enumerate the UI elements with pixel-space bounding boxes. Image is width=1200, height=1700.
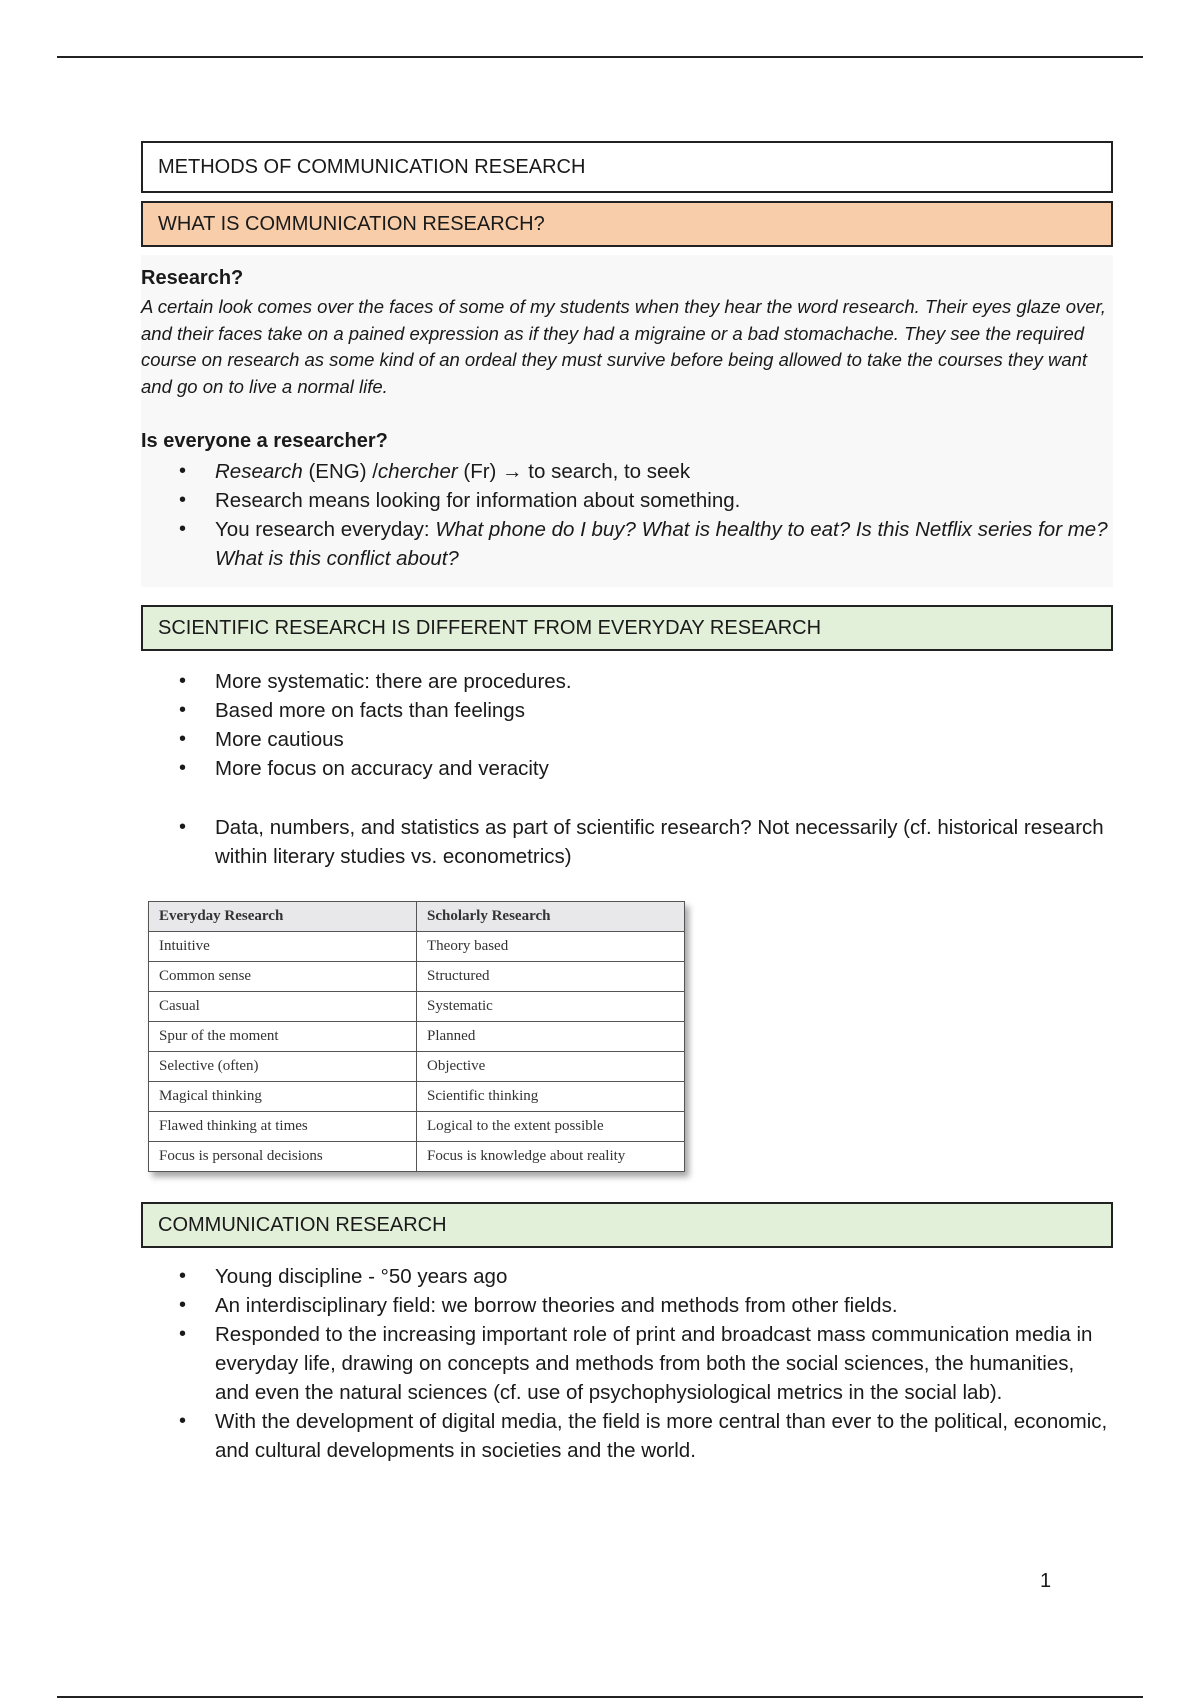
- table-row: [149, 1052, 685, 1082]
- list-item: • Responded to the increasing important role of print and broadcast mass communication media in everyday life, drawing on concepts and methods from both the social sciences, the humanities, and even the natural sciences (cf. use of psychophysiological metrics in the social lab).: [141, 1320, 1113, 1407]
- list-item: • Research (ENG) /chercher (Fr) → to search, to seek: [141, 457, 1113, 486]
- list-item: • With the development of digital media, the field is more central than ever to the political, economic, and cultural developments in societies and the world.: [141, 1407, 1113, 1465]
- table-header-row: [149, 902, 685, 932]
- section-heading-what-is: WHAT IS COMMUNICATION RESEARCH?: [141, 201, 1113, 247]
- table-cell: Casual: [149, 992, 417, 1022]
- table-header-cell: Scholarly Research: [417, 902, 685, 932]
- subheading-research: Research?: [141, 267, 244, 289]
- list-item: • Research means looking for information about something.: [141, 486, 1113, 515]
- table-cell: Intuitive: [149, 932, 417, 962]
- top-rule: [57, 56, 1143, 58]
- table-header-cell: Everyday Research: [149, 902, 417, 932]
- communication-list: [141, 1262, 1113, 1465]
- table-row: [149, 932, 685, 962]
- table-cell: Flawed thinking at times: [149, 1112, 417, 1142]
- table-row: [149, 1082, 685, 1112]
- list-item: • More focus on accuracy and veracity: [141, 754, 1113, 783]
- table-cell: Common sense: [149, 962, 417, 992]
- table-cell: Magical thinking: [149, 1082, 417, 1112]
- intro-block: [141, 255, 1113, 587]
- list-item: • Based more on facts than feelings: [141, 696, 1113, 725]
- list-item: • You research everyday: What phone do I buy? What is healthy to eat? Is this Netflix series for me? What is this conflict about?: [141, 515, 1113, 573]
- list-item: • Data, numbers, and statistics as part of scientific research? Not necessarily (cf. historical research within literary studies vs. econometrics): [141, 813, 1113, 871]
- table-cell: Theory based: [417, 932, 685, 962]
- page-number: 1: [1040, 1570, 1052, 1592]
- table-cell: Scientific thinking: [417, 1082, 685, 1112]
- researcher-list: [141, 457, 1113, 573]
- page-content: [141, 141, 1113, 1465]
- subheading-everyone-researcher: Is everyone a researcher?: [141, 430, 388, 452]
- table-row: [149, 962, 685, 992]
- table-cell: Logical to the extent possible: [417, 1112, 685, 1142]
- data-note-list: [141, 813, 1113, 871]
- table-cell: Systematic: [417, 992, 685, 1022]
- scientific-list: [141, 667, 1113, 783]
- research-comparison-table: [148, 901, 685, 1172]
- quote-paragraph: A certain look comes over the faces of some of my students when they hear the word research. Their eyes glaze over, and their faces take on a pained expression as if they had a migraine or a bad stomachache. They see the required course on research as some kind of an ordeal they must survive before being allowed to take the courses they want and go on to live a normal life.: [141, 296, 1106, 397]
- list-item: • Young discipline - °50 years ago: [141, 1262, 1113, 1291]
- table-row: [149, 992, 685, 1022]
- table-cell: Objective: [417, 1052, 685, 1082]
- bottom-rule: [57, 1696, 1143, 1698]
- table-cell: Selective (often): [149, 1052, 417, 1082]
- doc-title: METHODS OF COMMUNICATION RESEARCH: [141, 141, 1113, 193]
- table-cell: Spur of the moment: [149, 1022, 417, 1052]
- table-cell: Structured: [417, 962, 685, 992]
- table-cell: Focus is knowledge about reality: [417, 1142, 685, 1172]
- list-item: • An interdisciplinary field: we borrow theories and methods from other fields.: [141, 1291, 1113, 1320]
- section-heading-communication: COMMUNICATION RESEARCH: [141, 1202, 1113, 1248]
- section-heading-scientific: SCIENTIFIC RESEARCH IS DIFFERENT FROM EVERYDAY RESEARCH: [141, 605, 1113, 651]
- table-cell: Focus is personal decisions: [149, 1142, 417, 1172]
- list-item: • More systematic: there are procedures.: [141, 667, 1113, 696]
- table-row: [149, 1112, 685, 1142]
- table-cell: Planned: [417, 1022, 685, 1052]
- table-row: [149, 1022, 685, 1052]
- table-row: [149, 1142, 685, 1172]
- list-item: • More cautious: [141, 725, 1113, 754]
